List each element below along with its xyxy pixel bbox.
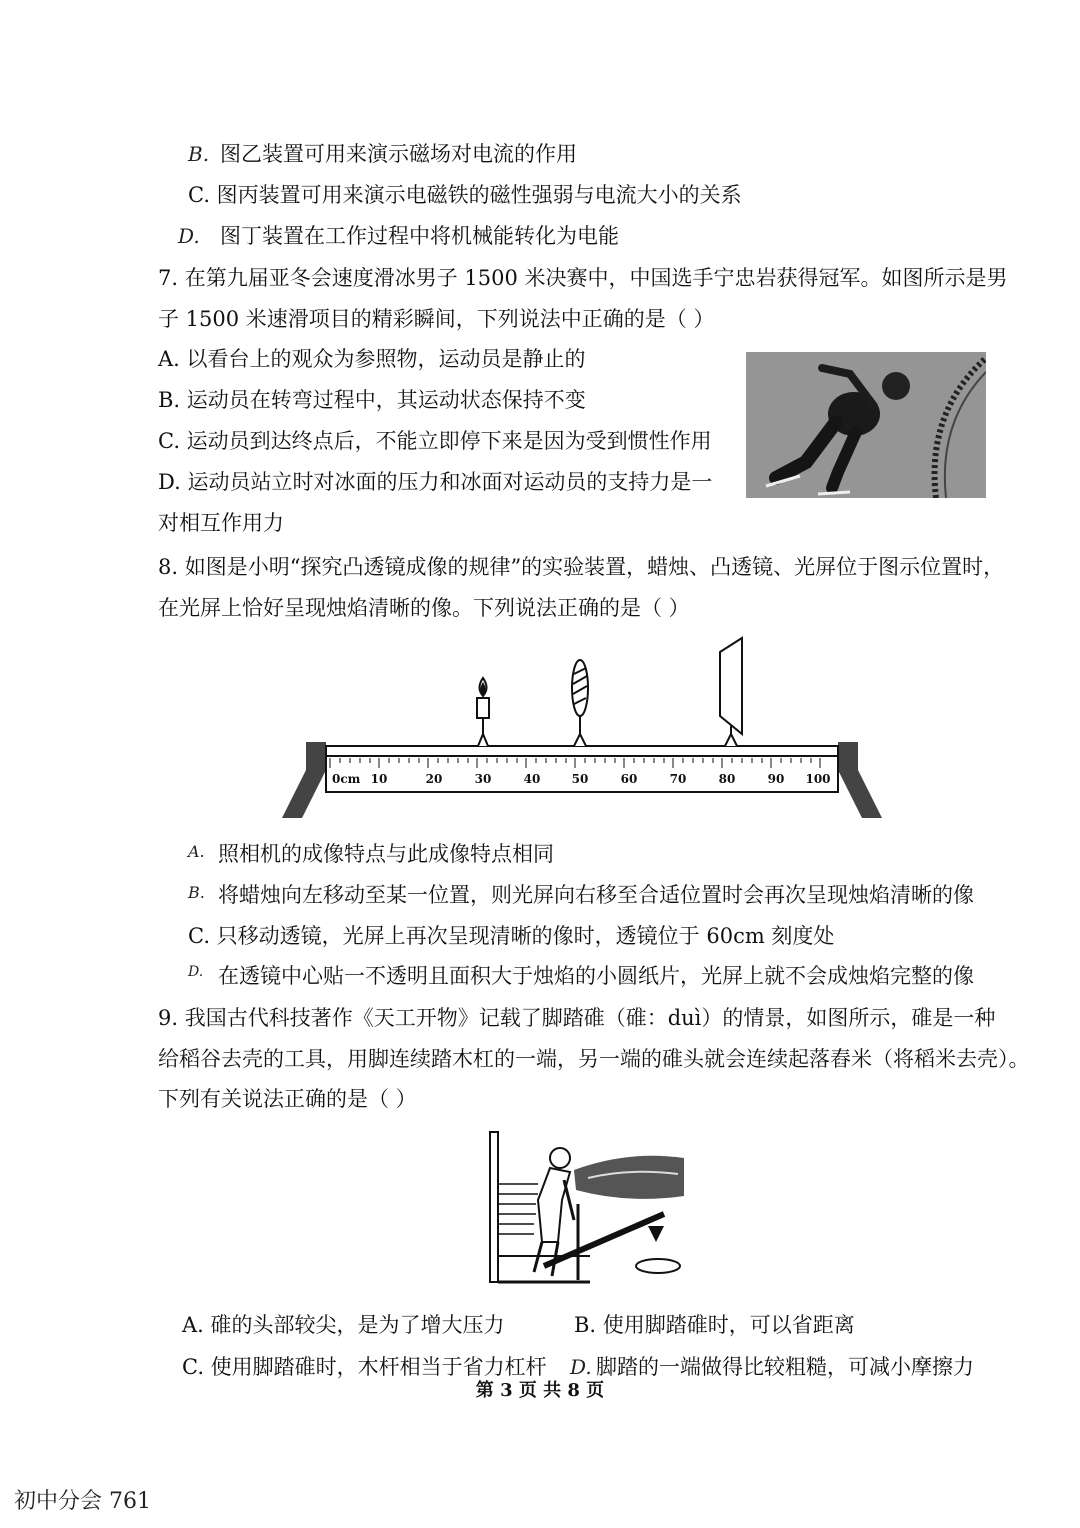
- ruler-label-80: 80: [718, 772, 736, 786]
- q8-option-b: 将蜡烛向左移动至某一位置，则光屏向右移至合适位置时会再次呈现烛焰清晰的像: [218, 883, 974, 907]
- ruler-label-50: 50: [571, 772, 589, 786]
- handwritten-mark-8b: B.: [188, 883, 205, 902]
- ruler-label-20: 20: [425, 772, 443, 786]
- watermark-text: 初中分会 761: [14, 1489, 151, 1514]
- q9-option-a: A. 碓的头部较尖，是为了增大压力: [182, 1313, 505, 1337]
- optical-bench-diagram: [282, 630, 882, 822]
- ruler-label-30: 30: [474, 772, 492, 786]
- handwritten-mark-9d: D.: [570, 1355, 592, 1379]
- light-screen: [720, 638, 742, 746]
- ruler-label-90: 90: [767, 772, 785, 786]
- q7-option-c: C. 运动员到达终点后，不能立即停下来是因为受到惯性作用: [158, 429, 712, 453]
- ruler-label-60: 60: [620, 772, 638, 786]
- ruler-label-100: 100: [805, 772, 831, 786]
- q9-option-c: C. 使用脚踏碓时，木杆相当于省力杠杆: [182, 1355, 547, 1379]
- q8-option-c: C. 只移动透镜，光屏上再次呈现清晰的像时，透镜位于 60cm 刻度处: [188, 924, 835, 948]
- q6-option-d: 图丁装置在工作过程中将机械能转化为电能: [220, 224, 619, 248]
- q6-option-b: 图乙装置可用来演示磁场对电流的作用: [220, 142, 577, 166]
- handwritten-mark-6b: B.: [188, 142, 210, 166]
- q7-option-a: A. 以看台上的观众为参照物，运动员是静止的: [158, 347, 586, 371]
- q9-option-d: 脚踏的一端做得比较粗糙，可减小摩擦力: [596, 1355, 974, 1379]
- q7-option-b: B. 运动员在转弯过程中，其运动状态保持不变: [158, 388, 586, 412]
- q6-option-c: C. 图丙装置可用来演示电磁铁的磁性强弱与电流大小的关系: [188, 183, 742, 207]
- q8-stem-line1: 8. 如图是小明“探究凸透镜成像的规律”的实验装置，蜡烛、凸透镜、光屏位于图示位置时，: [158, 555, 1005, 579]
- q9-option-b: B. 使用脚踏碓时，可以省距离: [574, 1313, 855, 1337]
- q7-stem-line2: 子 1500 米速滑项目的精彩瞬间，下列说法中正确的是（ ）: [158, 307, 715, 331]
- handwritten-mark-8d: D.: [188, 964, 204, 980]
- q9-stem-line2: 给稻谷去壳的工具，用脚连续踏木杠的一端，另一端的碓头就会连续起落舂米（将稻米去壳）。: [158, 1047, 1030, 1071]
- convex-lens: [572, 660, 588, 746]
- q7-stem-line1: 7. 在第九届亚冬会速度滑冰男子 1500 米决赛中，中国选手宁忠岩获得冠军。如图所示是男: [158, 266, 1008, 290]
- foot-pestle-illustration: [478, 1130, 688, 1290]
- ruler-label-0: 0cm: [332, 772, 361, 786]
- q7-option-d-line1: D. 运动员站立时对冰面的压力和冰面对运动员的支持力是一: [158, 470, 713, 494]
- ruler-label-10: 10: [370, 772, 388, 786]
- q8-stem-line2: 在光屏上恰好呈现烛焰清晰的像。下列说法正确的是（ ）: [158, 596, 690, 620]
- handwritten-mark-8a: A.: [188, 842, 205, 861]
- speed-skater-photo: [746, 352, 986, 498]
- q9-stem-line1: 9. 我国古代科技著作《天工开物》记载了脚踏碓（碓：duì）的情景，如图所示，碓是一种: [158, 1006, 996, 1030]
- ruler-label-40: 40: [523, 772, 541, 786]
- candle: [477, 678, 489, 746]
- q7-option-d-line2: 对相互作用力: [158, 511, 284, 535]
- q8-option-d: 在透镜中心贴一不透明且面积大于烛焰的小圆纸片，光屏上就不会成烛焰完整的像: [218, 964, 974, 988]
- handwritten-mark-6d: D.: [178, 224, 200, 248]
- q9-stem-line3: 下列有关说法正确的是（ ）: [158, 1087, 417, 1111]
- q8-option-a: 照相机的成像特点与此成像特点相同: [218, 842, 554, 866]
- page-footer: 第 3 页 共 8 页: [475, 1380, 605, 1401]
- ruler-label-70: 70: [669, 772, 687, 786]
